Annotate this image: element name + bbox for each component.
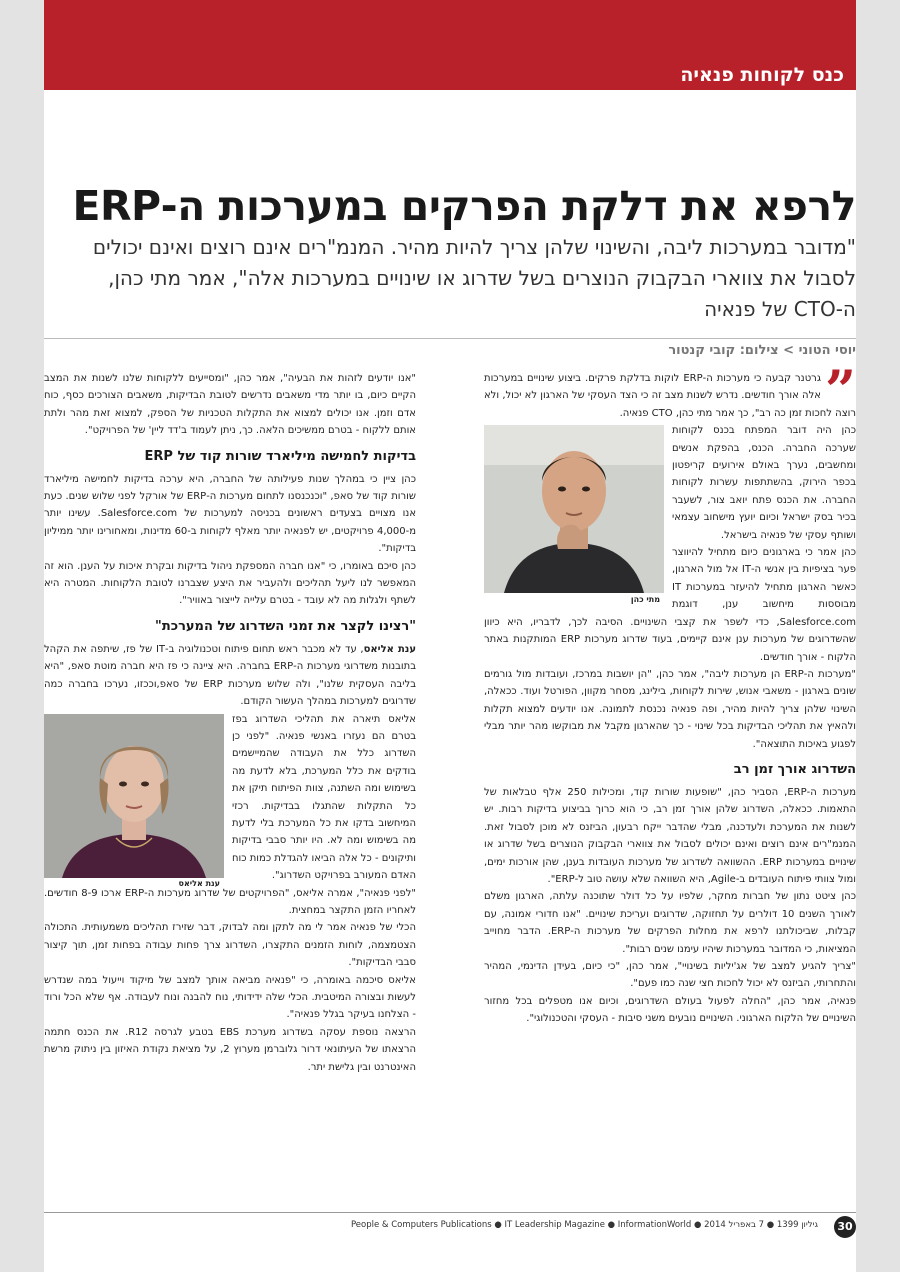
portrait-man-image: [484, 425, 664, 593]
article-headline: לרפא את דלקת הפרקים במערכות ה-ERP: [72, 182, 856, 230]
paragraph: כהן אמר כי בארגונים כיום מתחיל להיווצר פער בציפיות בין אנשי ה-IT אל מול הארגון, כאשר הארגון מתחיל להיעזר במערכות IT מבוססות מיחשוב ענן, דוגמת Salesforce.com, כדי לשפר את קצבי השינויים. הסיבה לכך, לדבריו, היא כיוון שהשדרוגים של מערכות ענן אינם קיימים, בעוד שדרוג מערכות ERP המותקנות באתר הלקוח - אורך חודשים.: [484, 547, 856, 663]
article-column-left: [44, 370, 416, 1076]
section-label: כנס לקוחות פנאיה: [680, 64, 844, 86]
paragraph: הרצאה נוספת עסקה בשדרוג מערכת EBS בטבע לגרסה R12. את הכנס חתמה הרצאתו של העיתונאי דרור גלוברמן מערוץ 2, על מציאת נקודת האיזון בין ניתוק מרשת האינטרנט ובין גלישת יתר.: [44, 1026, 416, 1073]
paragraph: "צריך להגיע למצב של אג'יליות בשינויי", אמר כהן, "כי כיום, בעידן הדינמי, המהיר והתחרותי, הביזנס לא יכול לחכות חצי שנה כמו פעם".: [484, 961, 856, 990]
top-color-band: [44, 0, 856, 60]
paragraph-text: , עד לא מכבר ראש תחום פיתוח וטכנולוגיה ב-IT של פז, שיתפה את הקהל בתובנות משדרוגי מערכות ה-ERP בחברה. היא ציינה כי פז היא חברה מוטת סאפ, "היא בליבה העסקית שלנו", ולה שלוש מערכות ERP של סאפ,וככזו, נערכו בחברה כמה שדרוגים למערכות במהלך העשור הקודם.: [44, 643, 417, 708]
page-number: 30: [834, 1216, 856, 1238]
photo-anat-elias: [44, 714, 224, 889]
paragraph: "לפני פנאיה", אמרה אליאס, "הפרויקטים של שדרוג מערכות ה-ERP ארכו 8-9 חודשים. לאחריו הזמן התקצר במחצית.: [44, 887, 417, 916]
footer-publication-info: People & Computers Publications ● IT Leadership Magazine ● InformationWorld ● גיליון 1399 ● 7 באפריל 2014: [350, 1220, 818, 1230]
byline-divider: [44, 338, 856, 339]
section-heading: "רצינו לקצר את זמני השדרוג של המערכת": [155, 618, 416, 634]
section-banner: [44, 60, 856, 90]
pull-quote-mark: ”: [824, 358, 856, 422]
paragraph: מערכות ה-ERP, הסביר כהן, "שופעות שורות קוד, ומכילות 250 אלף טבלאות של התאמות. ככאלה, השדרוג שלהן אורך זמן רב, כי הוא כרוך בביצוע בדיקות רבות. יש לשנות את המערכת ולעדכנה, מבלי שהדבר ייקח רבעון, הביזנס לא מוכן לסבול זאת. המנמ"רים אינם רוצים ואינם יכולים לסבול את צווארי הבקבוק הנוצרים בשל שדרוג או שינויים במערכות ERP. ההשוואה לשדרוג של מערכות העובדות בענן, שהן אורכות ימים, ומול צוותי פיתוח העובדים ב-Agile, היא השוואה שלא עושה טוב ל-ERP".: [484, 786, 857, 885]
paragraph: הכלי של פנאיה אמר לי מה לתקן ומה לבדוק, דבר שזירז תהליכים משמעותית. התכולה הצטמצמה, לוחות הזמנים התקצרו, השדרוג צרך פחות עבודה בפחות זמן, תוך קיצור סבבי הבדיקות".: [44, 922, 416, 969]
portrait-woman-image: [44, 714, 224, 878]
article-page: [44, 90, 856, 1272]
paragraph: [44, 641, 416, 711]
paragraph: "אנו יודעים לזהות את הבעיה", אמר כהן, "ומסייעים ללקוחות שלנו לשנות את המצב הקיים כיום, בו יותר מדי משאבים נדרשים לטובת הבדיקות, משאבים הצורכים כסף, כוח אדם וזמן. אנו יכולים למצוא את התקלות הטכניות של הספק, למצוא זאת מהר ולתת אותם ללקוח - בטרם ממשיכים הלאה. כך, ניתן לעמוד ב'דד ליין' של הפרויקט".: [44, 373, 416, 437]
paragraph: אליאס סיכמה באומרה, כי "פנאיה מביאה אותך למצב של מיקוד וייעול במה שנדרש לעשות ובצורה המיטבית. הכלי שלה ידידותי, נוח להבנה ונוח לעבודה. אף שלא הכל ורוד - הצלחנו בעיקר בגלל פנאיה".: [44, 974, 416, 1021]
lede-line: "מדובר במערכות ליבה, והשינוי שלהן צריך להיות מהיר. המנמ"רים אינם רוצים ואינם יכולים: [92, 235, 856, 259]
article-lede: [44, 232, 856, 325]
photo-caption: מתי כהן: [630, 594, 660, 604]
paragraph: גרטנר קבעה כי מערכות ה-ERP לוקות בדלקת פרקים. ביצוע שינויים במערכות אלה אורך חודשים. נדרש לשנות מצב זה כי הצד העסקי של הארגון לא יכול, ולא רוצה לחכות זמן כה רב", כך אמר מתי כהן, CTO פנאיה.: [484, 373, 856, 419]
paragraph: כהן היה דובר המפתח בכנס לקוחות שערכה החברה. הכנס, בהפקת אנשים ומחשבים, נערך באולם אירועים קריפטון בכפר הירוק, בהשתתפות עשרות לקוחות החברה. את הכנס פתח יואב צור, לשעבר בכיר בסק ישראל וכיום יועץ מישחוב עצמאי ושותף עסקי של פנאיה בישראל.: [672, 425, 856, 541]
footer-divider: [44, 1212, 856, 1213]
photo-mati-cohen: [484, 425, 664, 604]
paragraph: "מערכות ה-ERP הן מערכות ליבה", אמר כהן, "הן יושבות במרכז, ועובדות מול גורמים שונים בארגון - משאבי אנוש, שירות לקוחות, בילינג, מסחר מקוון, הפורטל ועוד. ככאלה, השינוי שלהן צריך להיות מהיר, ופה פנאיה נכנסת לתמונה. אנו יודעים למצוא תקלות ולהאיץ את תהליכי הבדיקות בכל שינוי - כך שהארגון מקבל את מבוקשו מהר יותר מבלי לפגוע באיכות התוצאה".: [484, 668, 857, 750]
photo-caption: ענת אליאס: [178, 879, 220, 889]
paragraph: כהן סיכם באומרו, כי "אנו חברה המספקת ניהול בדיקות ובקרת איכות על הענן. הוא זה המאפשר לנו ליעל תהליכים ולהעביר את היצע שצברנו לטובת הלקוחות. המטרה היא לשתף ולגלות מה לא עובד - בטרם עלייה לייצור באוויר".: [44, 560, 416, 607]
right-margin-bar: [856, 0, 900, 1272]
section-heading: השדרוג אורך זמן רב: [733, 761, 856, 777]
paragraph: כהן ציין כי במהלך שנות פעילותה של החברה, היא ערכה בדיקות לחמישה מיליארד שורות קוד של סאפ, "וכנכנסנו לתחום מערכות ה-ERP של אורקל לפני שלוש שנים. כעת אנו מצויים בצעדים ראשונים בכניסה למערכות של Salesforce.com. עשינו יותר מ-4,000 פרויקטים, יש לפנאיה יותר מאלף לקוחות ב-60 מדינות, ומאחורינו יותר ממיליון בדיקות".: [44, 473, 416, 555]
paragraph: אליאס תיארה את תהליכי השדרוג בפז בטרם הם נעזרו באנשי פנאיה. "לפני כן השדרוג כלל את העבודה שהמיישמים בודקים את כלל המערכת, בלא לדעת מה בשימוש ומה השתנה, צוות הפיתוח תיקן את כל התקלות שהתגלו בבדיקות. רכזי המיחשוב בדקו את כל המערכת בלי לדעת מה בשימוש ומה לא. היו יותר סבבי בדיקות ותיקונים - כל אלה הביאו להגדלת כמות כוח האדם המעורב בפרויקט השדרוג".: [232, 713, 416, 882]
speaker-name: ענת אליאס: [363, 643, 416, 655]
byline: יוסי הטוני > צילום: קובי קנטור: [668, 343, 856, 358]
lede-line: לסבול את צווארי הבקבוק הנוצרים בשל שדרוג או שינויים במערכות אלה", אמר מתי כהן,: [108, 266, 856, 290]
paragraph: כהן ציטט נתון של חברות מחקר, שלפיו על כל דולר שתוכנה עלתה, הארגון משלם לאורך השנים 10 דולרים על תחזוקה, שדרוגים ועריכת שינויים. "אנו חדורי אמונה, עם קבלות, שביכולתנו לרפא את מחלות הפרקים של מערכות ה-ERP. הדבר מחוייב המציאות, כי המדובר במערכות שיהיו עימנו שנים רבות".: [484, 891, 856, 955]
page-footer: [44, 1216, 856, 1238]
lede-line: ה-CTO של פנאיה: [704, 297, 856, 321]
article-column-right: [484, 358, 857, 1028]
left-margin-bar: [0, 0, 44, 1272]
section-heading: בדיקות לחמישה מיליארד שורות קוד של ERP: [144, 448, 416, 464]
paragraph: פנאיה, אמר כהן, "החלה לפעול בעולם השדרוגים, וכיום אנו מטפלים בכל מחזור השינויים של הלקוח הארגוני. השינויים נובעים משני סיבות - העסקי והטכנולוגי".: [484, 995, 856, 1025]
